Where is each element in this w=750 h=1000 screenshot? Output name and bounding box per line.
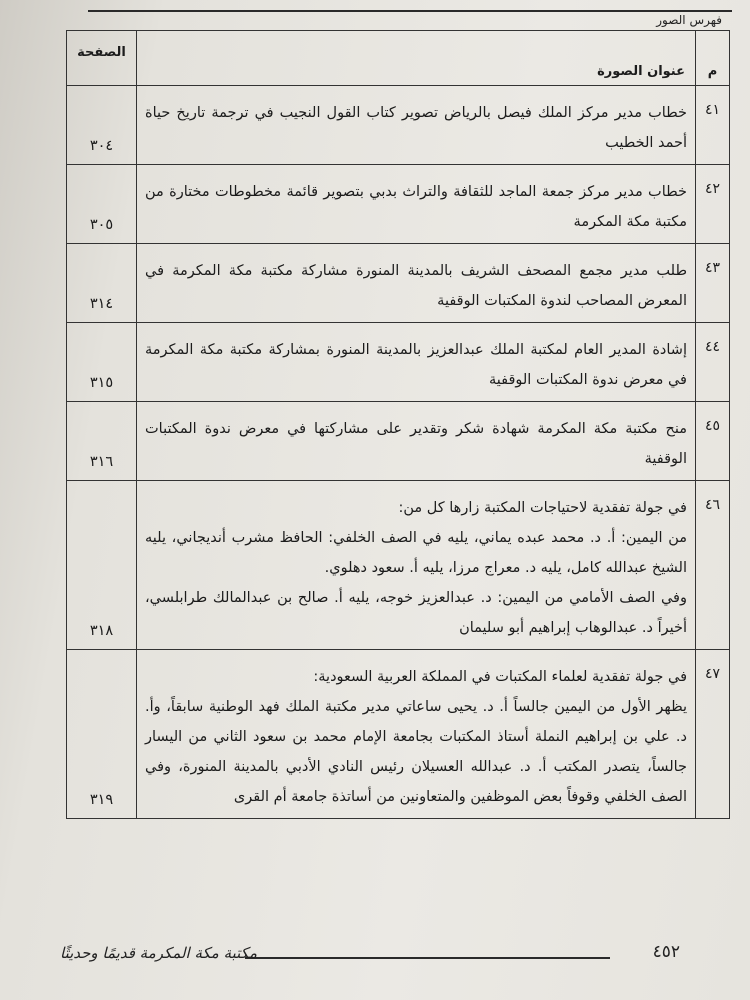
row-title-paragraph: طلب مدير مجمع المصحف الشريف بالمدينة المنورة مشاركة مكتبة مكة المكرمة في المعرض المصاحب لندوة المكتبات الوقفية	[145, 263, 687, 309]
row-title	[137, 323, 696, 402]
table-header-row	[67, 31, 730, 86]
row-number: ٤١	[696, 86, 730, 165]
row-title-paragraph: يظهر الأول من اليمين جالساً أ. د. يحيى ساعاتي مدير مكتبة الملك فهد الوطنية سابقاً، وأ. د. علي بن إبراهيم النملة أستاذ المكتبات بجامعة الإمام محمد بن سعود الثاني من اليسار جالساً، يتصدر المكتب أ. د. عبدالله العسيلان رئيس النادي الأدبي بالمدينة المنورة، وفي الصف الخلفي وقوفاً بعض الموظفين والمتعاونين من أساتذة جامعة أم القرى	[145, 699, 687, 805]
page-number: ٤٥٢	[652, 942, 680, 962]
table-body	[67, 86, 730, 819]
row-title-paragraph: منح مكتبة مكة المكرمة شهادة شكر وتقدير على مشاركتها في معرض ندوة المكتبات الوقفية	[145, 421, 687, 467]
row-title	[137, 650, 696, 819]
row-page: ٣٠٥	[67, 165, 137, 244]
table-row	[67, 481, 730, 650]
row-page: ٣١٨	[67, 481, 137, 650]
row-page: ٣١٤	[67, 244, 137, 323]
table-row	[67, 323, 730, 402]
row-page: ٣٠٤	[67, 86, 137, 165]
table-row	[67, 244, 730, 323]
figures-index-table	[66, 30, 730, 819]
row-number: ٤٤	[696, 323, 730, 402]
row-title-paragraph: في جولة تفقدية لعلماء المكتبات في المملكة العربية السعودية:	[313, 669, 687, 685]
row-title	[137, 86, 696, 165]
row-title-paragraph: وفي الصف الأمامي من اليمين: د. عبدالعزيز خوجه، يليه أ. صالح بن عبدالمالك طرابلسي، أخيراً د. عبدالوهاب إبراهيم أبو سليمان	[145, 590, 687, 636]
row-title-paragraph: إشادة المدير العام لمكتبة الملك عبدالعزيز بالمدينة المنورة بمشاركة مكتبة مكة المكرمة في معرض ندوة المكتبات الوقفية	[145, 342, 687, 388]
row-page: ٣١٩	[67, 650, 137, 819]
header-num: م	[696, 31, 730, 86]
row-page: ٣١٥	[67, 323, 137, 402]
row-title	[137, 244, 696, 323]
header-title: عنوان الصورة	[137, 31, 696, 86]
row-number: ٤٥	[696, 402, 730, 481]
row-title-paragraph: من اليمين: أ. د. محمد عبده يماني، يليه في الصف الخلفي: الحافظ مشرب أنديجاني، يليه الشيخ عبدالله كامل، يليه د. معراج مرزا، يليه أ. سعود دهلوي.	[145, 530, 687, 576]
header-rule	[88, 10, 732, 12]
row-title-paragraph: خطاب مدير مركز جمعة الماجد للثقافة والتراث بدبي بتصوير قائمة مخطوطات مختارة من مكتبة مكة المكرمة	[145, 184, 687, 230]
row-number: ٤٦	[696, 481, 730, 650]
table-row	[67, 165, 730, 244]
table-row	[67, 650, 730, 819]
table-row	[67, 402, 730, 481]
row-title	[137, 481, 696, 650]
book-title: مكتبة مكة المكرمة قديمًا وحديثًا	[60, 944, 258, 962]
row-number: ٤٣	[696, 244, 730, 323]
row-page: ٣١٦	[67, 402, 137, 481]
row-number: ٤٧	[696, 650, 730, 819]
row-number: ٤٢	[696, 165, 730, 244]
row-title-paragraph: خطاب مدير مركز الملك فيصل بالرياض تصوير كتاب القول النجيب في ترجمة تاريخ حياة أحمد الخطيب	[145, 105, 687, 151]
header-page: الصفحة	[67, 31, 137, 86]
row-title-paragraph: في جولة تفقدية لاحتياجات المكتبة زارها كل من:	[398, 500, 687, 516]
row-title	[137, 165, 696, 244]
table-row	[67, 86, 730, 165]
footer-rule	[245, 957, 610, 959]
row-title	[137, 402, 696, 481]
running-header: فهرس الصور	[656, 13, 722, 27]
